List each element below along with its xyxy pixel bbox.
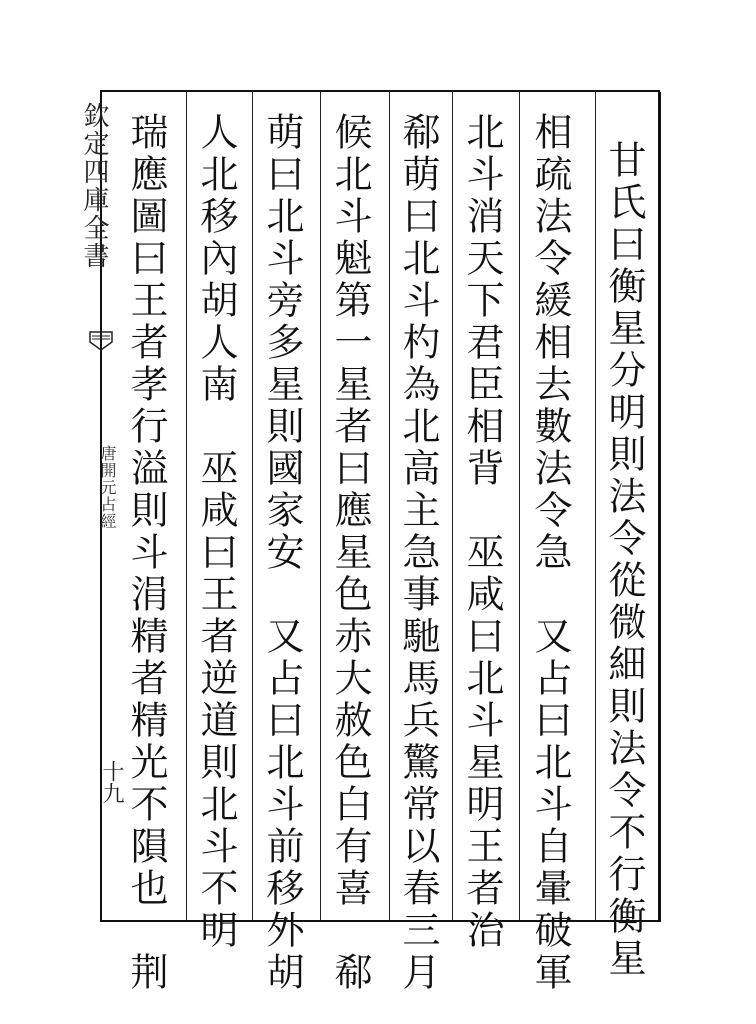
fish-tail-mark-icon — [88, 330, 114, 366]
text-column-4: 郗萌曰北斗杓為北高主急事馳馬兵驚常以春三月 — [396, 112, 440, 994]
book-title: 唐開元占經 — [98, 445, 117, 530]
text-column-1: 甘氏曰衡星分明則法令從微細則法令不行衡星 — [602, 140, 646, 980]
column-rule — [389, 92, 390, 920]
text-column-2: 相疏法令緩相去數法令急 又占曰北斗自暈破軍 — [528, 112, 572, 994]
column-rule — [186, 92, 187, 920]
page-number: 十九 — [99, 760, 124, 804]
frame-bottom-border — [100, 920, 660, 922]
frame-right-border — [658, 92, 661, 922]
column-rule — [320, 92, 321, 920]
collection-title: 欽定四庫全書 — [79, 102, 109, 270]
text-column-3: 北斗消天下君臣相背 巫咸曰北斗星明王者治 — [460, 112, 504, 952]
text-column-5: 候北斗魁第一星者曰應星色赤大赦色白有喜 郗 — [328, 112, 372, 994]
text-column-8: 瑞應圖曰王者孝行溢則斗涓精者精光不隕也 荆 — [124, 112, 168, 994]
column-rule — [595, 92, 596, 920]
text-column-6: 萌曰北斗旁多星則國家安 又占曰北斗前移外胡 — [260, 112, 304, 994]
text-column-7: 人北移內胡人南 巫咸曰王者逆道則北斗不明 — [194, 112, 238, 952]
column-rule — [519, 92, 520, 920]
column-rule — [452, 92, 453, 920]
frame-top-border — [100, 90, 660, 92]
column-rule — [252, 92, 253, 920]
